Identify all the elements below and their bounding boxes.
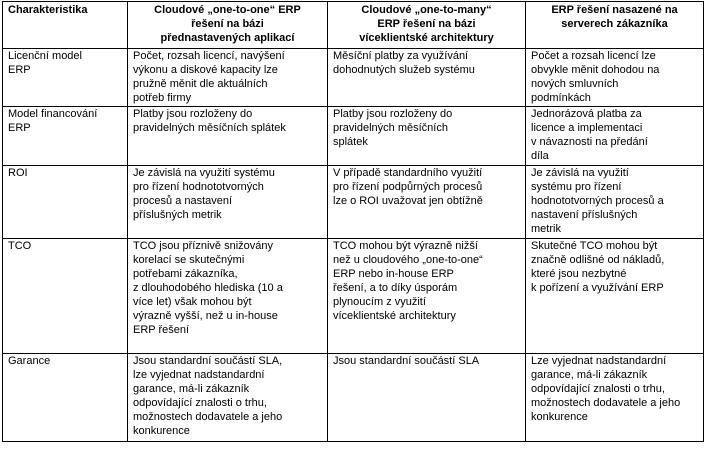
header-row: [3, 2, 704, 49]
row-label-financing: Model financování ERP: [3, 107, 128, 166]
table-row: [3, 239, 704, 354]
table-cell: Jednorázová platba za licence a implementaci v návaznosti na předání díla: [526, 107, 704, 166]
table-cell: Počet, rozsah licencí, navýšení výkonu a diskové kapacity lze pružně měnit dle aktuálních potřeb firmy: [128, 49, 328, 107]
table-cell: Jsou standardní součástí SLA: [328, 354, 526, 442]
table-cell: Je závislá na využití systému pro řízení hodnototvorných procesů a nastavení příslušných metrik: [128, 166, 328, 239]
table-row: [3, 49, 704, 107]
table-cell: Skutečné TCO mohou být značně odlišné od nákladů, které jsou nezbytné k pořízení a využívání ERP: [526, 239, 704, 354]
table-cell: TCO jsou příznivě snižovány korelací se skutečnými potřebami zákazníka, z dlouhodobého hlediska (10 a více let) však mohou být výrazně vyšší, než u in-house ERP řešení: [128, 239, 328, 354]
comparison-table-container: [2, 1, 704, 442]
table-cell: Měsíční platby za využívání dohodnutých služeb systému: [328, 49, 526, 107]
table-cell: TCO mohou být výrazně nižší než u cloudového „one-to-one“ ERP nebo in-house ERP řešení, a to díky úsporám plynoucím z využití víceklientské architektury: [328, 239, 526, 354]
header-on-premise: ERP řešení nasazené na serverech zákazníka: [526, 2, 704, 49]
table-row: [3, 354, 704, 442]
table-cell: Platby jsou rozloženy do pravidelných měsíčních splátek: [128, 107, 328, 166]
table-row: [3, 166, 704, 239]
header-cloud-one-to-one: Cloudové „one-to-one“ ERP řešení na bázi přednastavených aplikací: [128, 2, 328, 49]
table-cell: Platby jsou rozloženy do pravidelných měsíčních splátek: [328, 107, 526, 166]
row-label-guarantee: Garance: [3, 354, 128, 442]
erp-comparison-table: [2, 1, 704, 442]
row-label-roi: ROI: [3, 166, 128, 239]
table-cell: Lze vyjednat nadstandardní garance, má-li zákazník odpovídající znalosti o trhu, možnostech dodavatele a jeho konkurence: [526, 354, 704, 442]
row-label-licensing: Licenční model ERP: [3, 49, 128, 107]
table-row: [3, 107, 704, 166]
table-cell: Je závislá na využití systému pro řízení hodnototvorných procesů a nastavení příslušných metrik: [526, 166, 704, 239]
table-cell: Počet a rozsah licencí lze obvykle měnit dohodou na nových smluvních podmínkách: [526, 49, 704, 107]
table-cell: V případě standardního využití pro řízení podpůrných procesů lze o ROI uvažovat jen obtížně: [328, 166, 526, 239]
table-cell: Jsou standardní součástí SLA, lze vyjednat nadstandardní garance, má-li zákazník odpovídající znalosti o trhu, možnostech dodavatele a jeho konkurence: [128, 354, 328, 442]
header-cloud-one-to-many: Cloudové „one-to-many“ ERP řešení na bázi víceklientské architektury: [328, 2, 526, 49]
row-label-tco: TCO: [3, 239, 128, 354]
header-characteristic: Charakteristika: [3, 2, 128, 49]
